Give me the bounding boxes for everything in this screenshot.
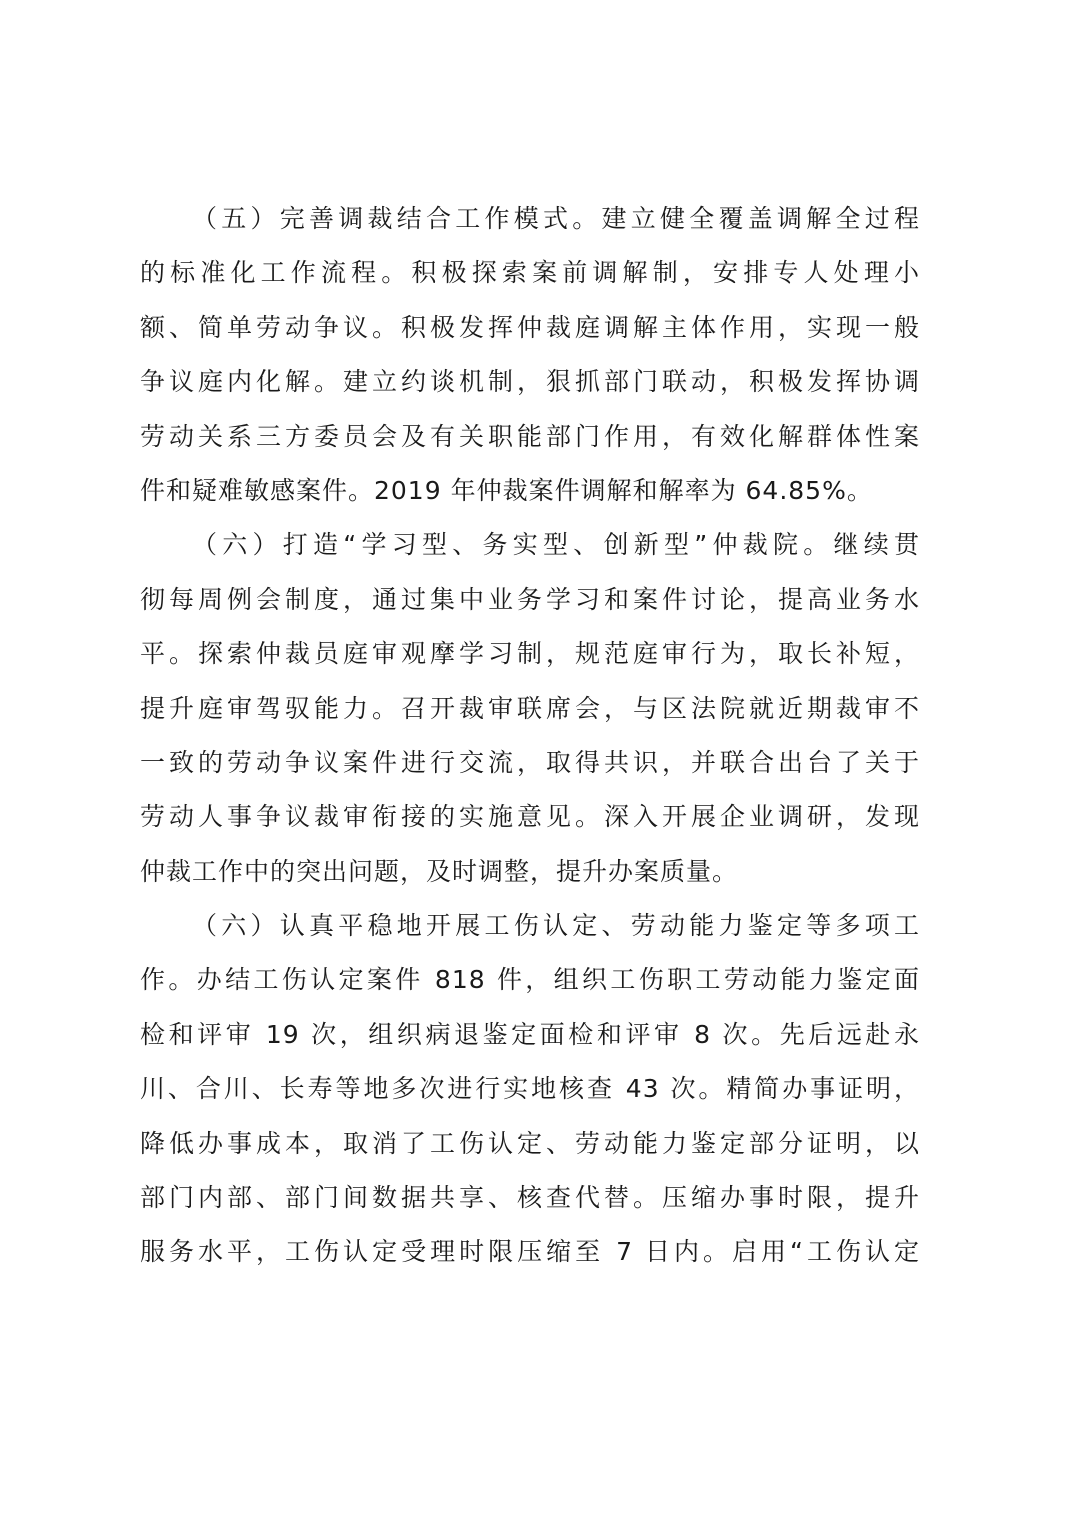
paragraph-mediation	[140, 192, 920, 518]
text-line: 彻每周例会制度，通过集中业务学习和案件讨论，提高业务水	[140, 584, 920, 614]
text-line: 降低办事成本，取消了工伤认定、劳动能力鉴定部分证明，以	[140, 1128, 920, 1158]
text-line: 仲裁工作中的突出问题，及时调整，提升办案质量。	[140, 856, 739, 886]
text-line: 川、合川、长寿等地多次进行实地核查 43 次。精简办事证明，	[140, 1074, 920, 1104]
paragraph-arbitration-court	[140, 518, 920, 899]
paragraph-work-injury	[140, 899, 920, 1280]
text-line: 额、简单劳动争议。积极发挥仲裁庭调解主体作用，实现一般	[140, 312, 920, 342]
text-line: 部门内部、部门间数据共享、核查代替。压缩办事时限，提升	[140, 1183, 920, 1213]
text-line: （五）完善调裁结合工作模式。建立健全覆盖调解全过程	[192, 204, 920, 233]
text-line: 争议庭内化解。建立约谈机制，狠抓部门联动，积极发挥协调	[140, 367, 920, 397]
text-line: （六）打造“学习型、务实型、创新型”仲裁院。继续贯	[192, 530, 920, 560]
text-line: 作。办结工伤认定案件 818 件，组织工伤职工劳动能力鉴定面	[140, 965, 920, 995]
text-line: 的标准化工作流程。积极探索案前调解制，安排专人处理小	[140, 258, 920, 288]
text-line: （六）认真平稳地开展工伤认定、劳动能力鉴定等多项工	[192, 911, 920, 941]
text-line: 检和评审 19 次，组织病退鉴定面检和评审 8 次。先后远赴永	[140, 1019, 920, 1049]
text-line: 平。探索仲裁员庭审观摩学习制，规范庭审行为，取长补短，	[140, 639, 920, 669]
text-line: 提升庭审驾驭能力。召开裁审联席会，与区法院就近期裁审不	[140, 693, 920, 723]
document-body	[140, 192, 920, 1280]
text-line: 件和疑难敏感案件。2019 年仲裁案件调解和解率为 64.85%。	[140, 475, 873, 505]
text-line: 一致的劳动争议案件进行交流，取得共识，并联合出台了关于	[140, 747, 920, 777]
text-line: 服务水平，工伤认定受理时限压缩至 7 日内。启用“工伤认定	[140, 1237, 920, 1267]
text-line: 劳动人事争议裁审衔接的实施意见。深入开展企业调研，发现	[140, 802, 920, 832]
text-line: 劳动关系三方委员会及有关职能部门作用，有效化解群体性案	[140, 421, 920, 451]
